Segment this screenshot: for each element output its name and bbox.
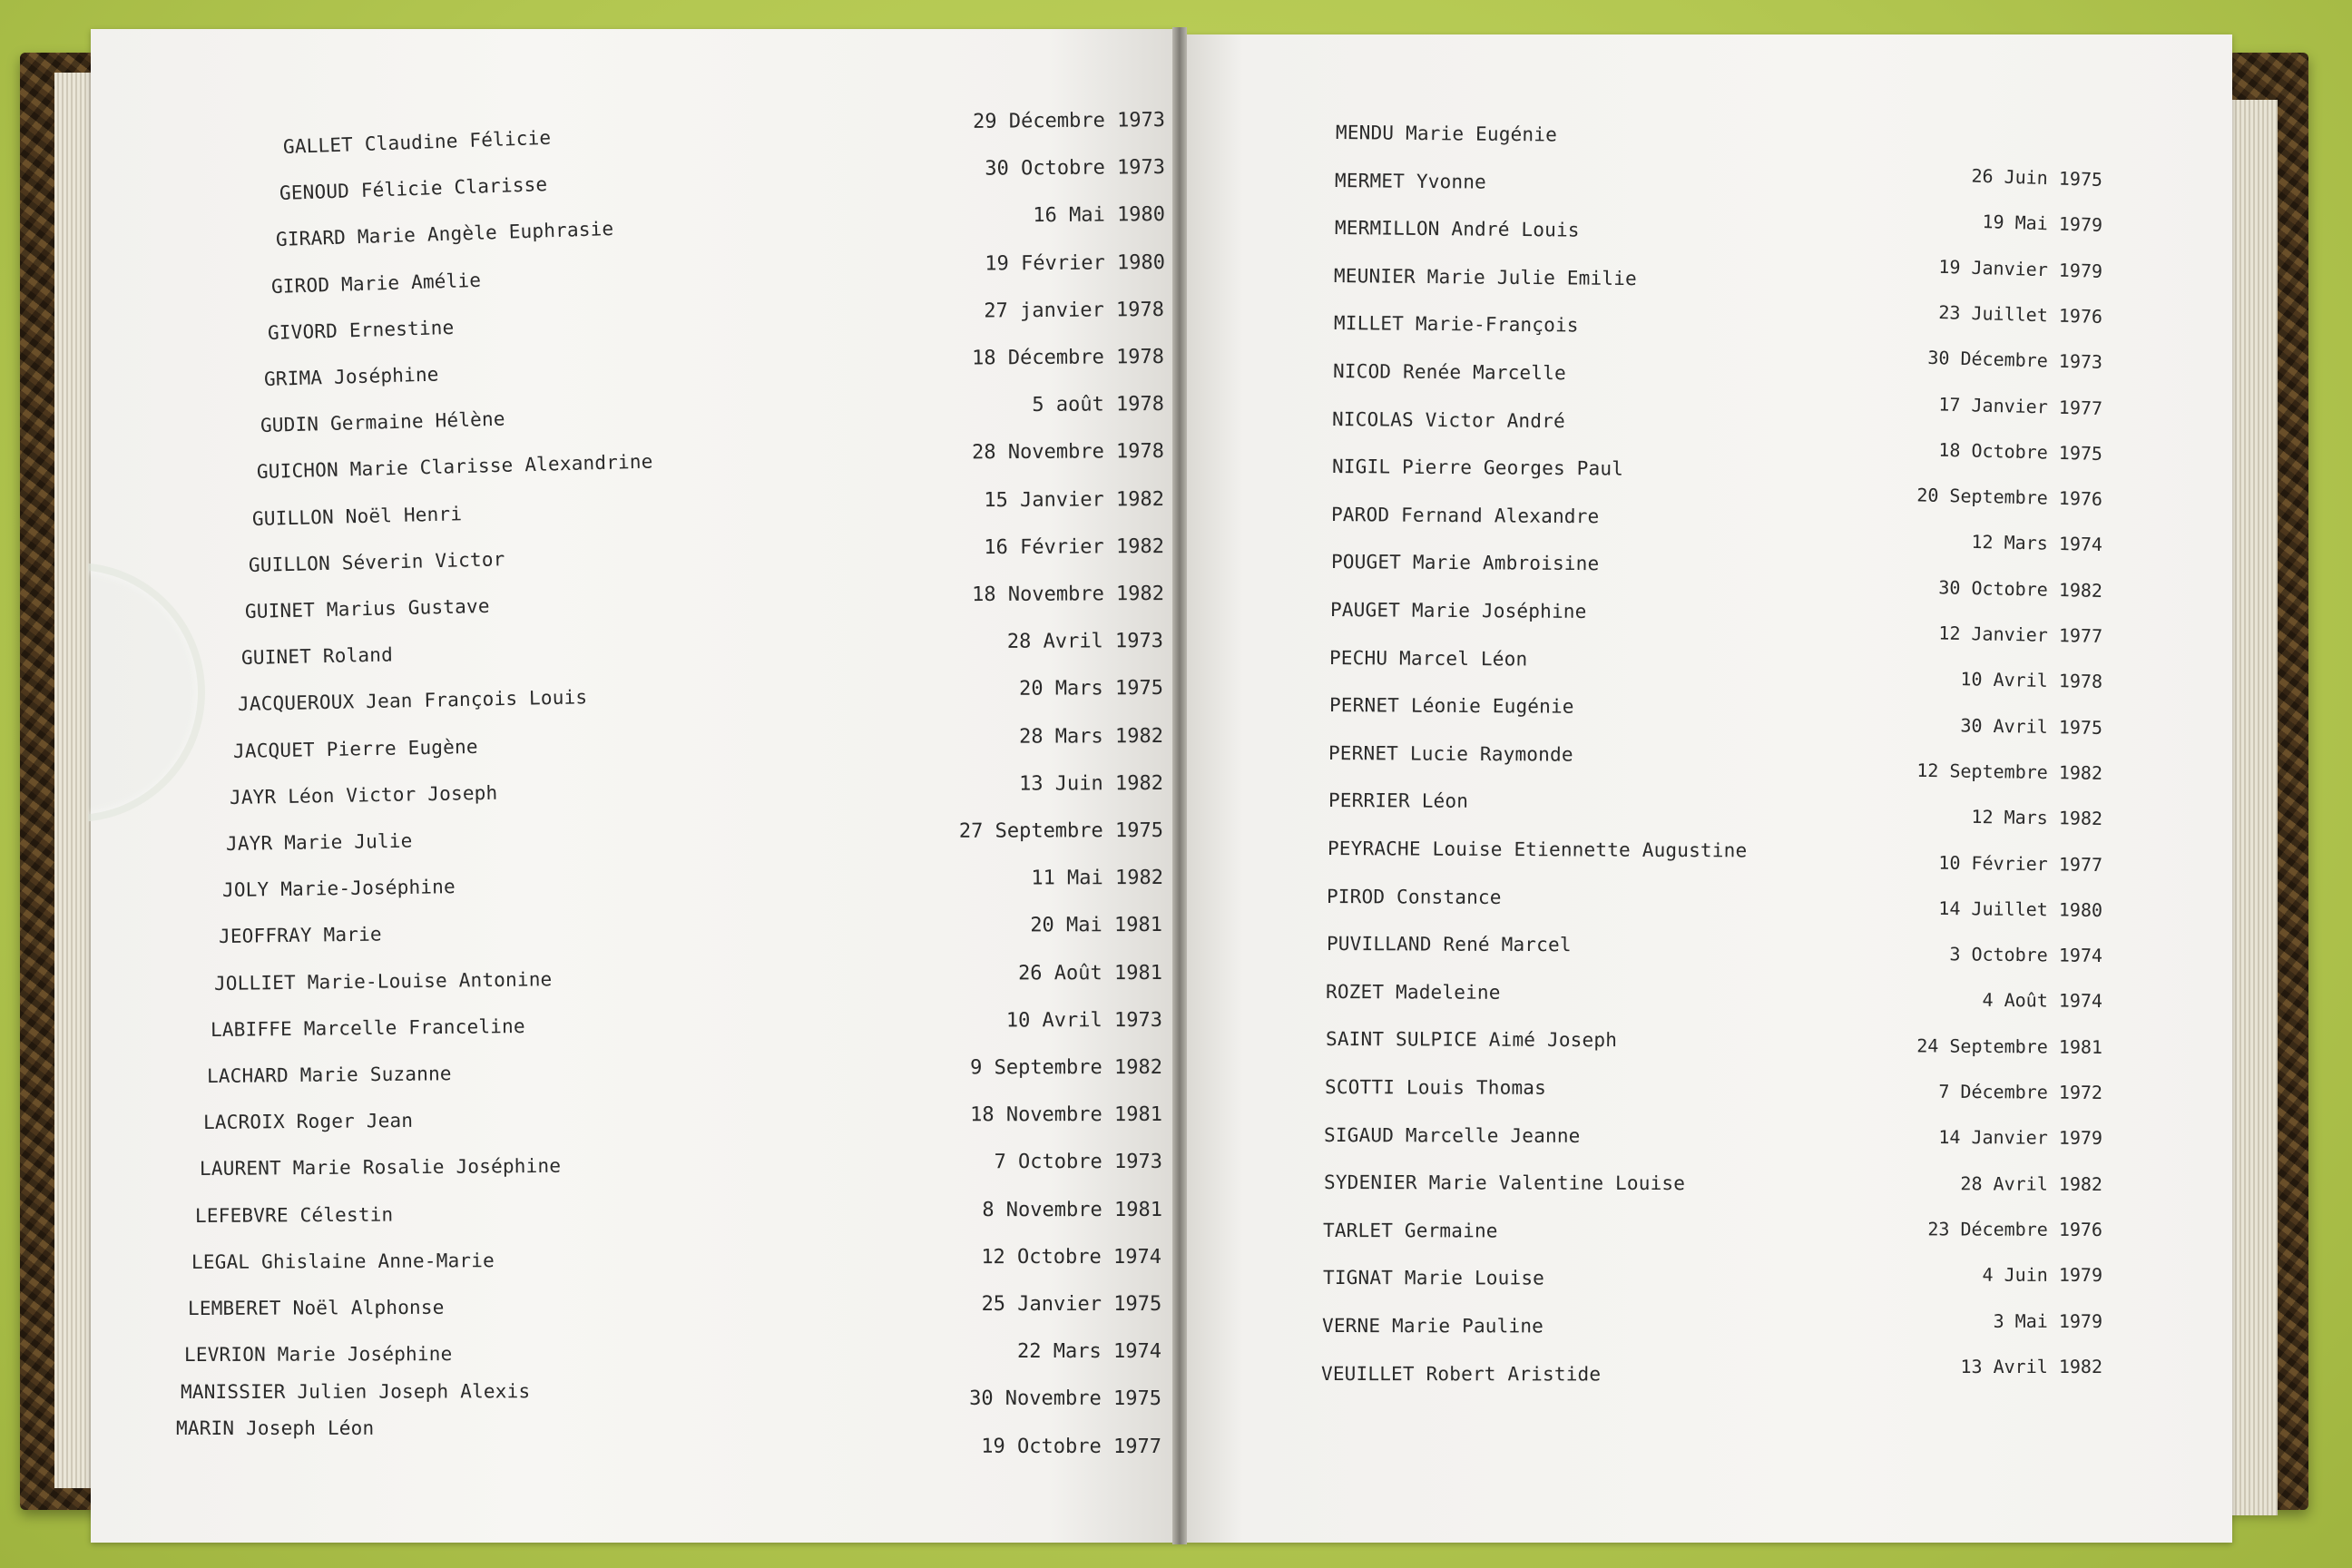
left-name-entry: LEMBERET Noël Alphonse bbox=[187, 1296, 445, 1319]
right-name-entry: SIGAUD Marcelle Jeanne bbox=[1324, 1123, 1581, 1147]
left-date-entry: 7 Octobre 1973 bbox=[994, 1151, 1162, 1174]
left-date-entry: 20 Mai 1981 bbox=[1030, 914, 1163, 937]
right-date-entry: 12 Mars 1982 bbox=[1971, 806, 2103, 830]
left-name-entry: JOLLIET Marie-Louise Antonine bbox=[214, 967, 553, 995]
right-date-entry: 18 Octobre 1975 bbox=[1938, 438, 2103, 465]
left-date-entry: 27 Septembre 1975 bbox=[958, 819, 1163, 843]
left-date-entry: 19 Février 1980 bbox=[984, 250, 1165, 276]
right-name-entry: MERMILLON André Louis bbox=[1334, 217, 1580, 241]
left-date-entry: 29 Décembre 1973 bbox=[972, 109, 1166, 133]
left-name-entry: GUICHON Marie Clarisse Alexandrine bbox=[256, 450, 653, 484]
right-name-entry: PUVILLAND René Marcel bbox=[1326, 933, 1572, 956]
left-date-entry: 11 Mai 1982 bbox=[1030, 867, 1163, 890]
right-name-entry: TARLET Germaine bbox=[1323, 1219, 1498, 1242]
right-date-entry: 12 Septembre 1982 bbox=[1916, 759, 2103, 784]
right-name-entry: VERNE Marie Pauline bbox=[1321, 1315, 1544, 1338]
left-name-entry: GENOUD Félicie Clarisse bbox=[279, 173, 548, 205]
right-name-entry: SYDENIER Marie Valentine Louise bbox=[1323, 1171, 1685, 1195]
right-date-entry: 23 Juillet 1976 bbox=[1938, 300, 2103, 328]
left-date-entry: 19 Octobre 1977 bbox=[981, 1435, 1161, 1458]
right-name-entry: SAINT SULPICE Aimé Joseph bbox=[1325, 1028, 1617, 1052]
right-date-entry: 17 Janvier 1977 bbox=[1938, 392, 2103, 419]
left-name-entry: MANISSIER Julien Joseph Alexis bbox=[180, 1380, 530, 1403]
book-gutter bbox=[1172, 27, 1187, 1544]
right-date-entry: 13 Avril 1982 bbox=[1960, 1355, 2103, 1377]
left-date-entry: 12 Octobre 1974 bbox=[981, 1245, 1162, 1269]
right-date-entry: 10 Avril 1978 bbox=[1960, 668, 2103, 693]
left-date-entry: 30 Novembre 1975 bbox=[969, 1387, 1161, 1411]
left-date-entry: 13 Juin 1982 bbox=[1018, 771, 1163, 796]
right-name-entry: PERNET Lucie Raymonde bbox=[1328, 741, 1573, 766]
left-date-entry: 15 Janvier 1982 bbox=[984, 487, 1164, 512]
left-date-entry: 9 Septembre 1982 bbox=[970, 1056, 1163, 1080]
left-date-entry: 8 Novembre 1981 bbox=[981, 1198, 1162, 1221]
left-page bbox=[91, 29, 1180, 1543]
left-name-entry: JEOFFRAY Marie bbox=[218, 923, 382, 948]
left-name-entry: GIRARD Marie Angèle Euphrasie bbox=[275, 218, 614, 251]
right-name-entry: PAUGET Marie Joséphine bbox=[1329, 599, 1587, 622]
right-name-entry: PECHU Marcel Léon bbox=[1329, 646, 1528, 671]
right-name-entry: NICOD Renée Marcelle bbox=[1332, 360, 1566, 385]
right-name-entry: VEUILLET Robert Aristide bbox=[1321, 1362, 1602, 1386]
left-name-entry: LACHARD Marie Suzanne bbox=[206, 1063, 452, 1087]
left-name-entry: JAYR Marie Julie bbox=[225, 829, 413, 855]
right-name-entry: PIROD Constance bbox=[1327, 885, 1503, 908]
left-date-entry: 5 août 1978 bbox=[1032, 393, 1165, 417]
right-date-entry: 24 Septembre 1981 bbox=[1916, 1034, 2103, 1058]
left-date-entry: 16 Mai 1980 bbox=[1032, 203, 1165, 228]
left-date-entry: 26 Août 1981 bbox=[1018, 961, 1163, 985]
left-name-entry: JOLY Marie-Joséphine bbox=[221, 876, 456, 902]
right-date-entry: 3 Mai 1979 bbox=[1993, 1309, 2103, 1332]
left-date-entry: 18 Novembre 1982 bbox=[971, 583, 1164, 607]
right-name-entry: MILLET Marie-François bbox=[1333, 312, 1579, 337]
right-name-entry: PAROD Fernand Alexandre bbox=[1331, 503, 1600, 528]
right-page bbox=[1180, 34, 2232, 1543]
left-name-entry: GUINET Roland bbox=[240, 643, 393, 670]
left-date-entry: 18 Décembre 1978 bbox=[972, 346, 1165, 370]
left-date-entry: 20 Mars 1975 bbox=[1019, 677, 1164, 701]
right-date-entry: 10 Février 1977 bbox=[1938, 851, 2103, 876]
left-name-entry: GIVORD Ernestine bbox=[267, 316, 455, 344]
right-date-entry: 19 Janvier 1979 bbox=[1938, 255, 2103, 282]
left-name-entry: LAURENT Marie Rosalie Joséphine bbox=[199, 1155, 561, 1181]
right-date-entry: 30 Avril 1975 bbox=[1960, 713, 2103, 739]
left-name-entry: GUDIN Germaine Hélène bbox=[260, 407, 505, 437]
right-date-entry: 26 Juin 1975 bbox=[1971, 164, 2103, 191]
right-date-entry: 12 Mars 1974 bbox=[1971, 531, 2103, 556]
left-date-entry: 25 Janvier 1975 bbox=[981, 1293, 1162, 1316]
right-date-entry: 14 Juillet 1980 bbox=[1938, 897, 2103, 921]
right-date-entry: 14 Janvier 1979 bbox=[1938, 1126, 2103, 1150]
right-name-entry: MERMET Yvonne bbox=[1335, 169, 1487, 193]
right-name-entry: MENDU Marie Eugénie bbox=[1335, 122, 1558, 146]
right-date-entry: 28 Avril 1982 bbox=[1960, 1171, 2103, 1195]
left-name-entry: JACQUET Pierre Eugène bbox=[233, 735, 479, 762]
left-name-entry: LEFEBVRE Célestin bbox=[195, 1203, 394, 1227]
left-date-entry: 16 Février 1982 bbox=[983, 534, 1164, 559]
left-date-entry: 28 Mars 1982 bbox=[1019, 724, 1164, 749]
left-name-entry: GUILLON Noël Henri bbox=[252, 502, 463, 530]
left-name-entry: LEGAL Ghislaine Anne-Marie bbox=[191, 1249, 495, 1273]
right-date-entry: 4 Août 1974 bbox=[1982, 989, 2103, 1013]
left-date-entry: 28 Novembre 1978 bbox=[971, 440, 1165, 465]
left-date-entry: 22 Mars 1974 bbox=[1017, 1340, 1162, 1364]
right-name-entry: NICOLAS Victor André bbox=[1332, 407, 1566, 432]
right-date-entry: 23 Décembre 1976 bbox=[1927, 1218, 2103, 1240]
left-date-entry: 18 Novembre 1981 bbox=[969, 1103, 1162, 1127]
right-name-entry: PERRIER Léon bbox=[1328, 789, 1468, 813]
right-name-entry: MEUNIER Marie Julie Emilie bbox=[1334, 264, 1638, 289]
left-name-entry: LEVRION Marie Joséphine bbox=[183, 1343, 453, 1367]
right-date-entry: 4 Juin 1979 bbox=[1982, 1263, 2103, 1287]
left-name-entry: LACROIX Roger Jean bbox=[202, 1110, 414, 1134]
right-name-entry: TIGNAT Marie Louise bbox=[1322, 1267, 1544, 1289]
left-name-entry: MARIN Joseph Léon bbox=[176, 1416, 375, 1439]
left-date-entry: 30 Octobre 1973 bbox=[985, 156, 1165, 181]
left-name-entry: GUILLON Séverin Victor bbox=[248, 548, 505, 576]
left-name-entry: GIROD Marie Amélie bbox=[271, 269, 482, 298]
right-date-entry: 12 Janvier 1977 bbox=[1938, 622, 2103, 647]
left-name-entry: JAYR Léon Victor Joseph bbox=[229, 781, 498, 808]
right-name-entry: PERNET Léonie Eugénie bbox=[1328, 694, 1574, 718]
right-date-entry: 30 Octobre 1982 bbox=[1938, 576, 2103, 602]
right-date-entry: 7 Décembre 1972 bbox=[1938, 1080, 2103, 1103]
right-date-entry: 3 Octobre 1974 bbox=[1949, 943, 2103, 967]
left-name-entry: GALLET Claudine Félicie bbox=[282, 126, 552, 158]
left-name-entry: GRIMA Joséphine bbox=[263, 363, 439, 390]
left-name-entry: JACQUEROUX Jean François Louis bbox=[237, 686, 588, 716]
right-date-entry: 30 Décembre 1973 bbox=[1927, 347, 2103, 374]
right-name-entry: ROZET Madeleine bbox=[1326, 980, 1501, 1004]
left-date-entry: 10 Avril 1973 bbox=[1005, 1008, 1163, 1033]
right-date-entry: 19 Mai 1979 bbox=[1982, 211, 2103, 237]
left-name-entry: LABIFFE Marcelle Franceline bbox=[211, 1014, 526, 1041]
right-name-entry: SCOTTI Louis Thomas bbox=[1324, 1076, 1547, 1099]
right-name-entry: NIGIL Pierre Georges Paul bbox=[1331, 456, 1623, 480]
left-date-entry: 28 Avril 1973 bbox=[1007, 630, 1164, 654]
right-name-entry: PEYRACHE Louise Etiennette Augustine bbox=[1327, 838, 1748, 862]
right-date-entry: 20 Septembre 1976 bbox=[1916, 484, 2103, 511]
left-name-entry: GUINET Marius Gustave bbox=[244, 594, 490, 622]
right-name-entry: POUGET Marie Ambroisine bbox=[1330, 551, 1600, 575]
left-date-entry: 27 janvier 1978 bbox=[984, 298, 1165, 323]
